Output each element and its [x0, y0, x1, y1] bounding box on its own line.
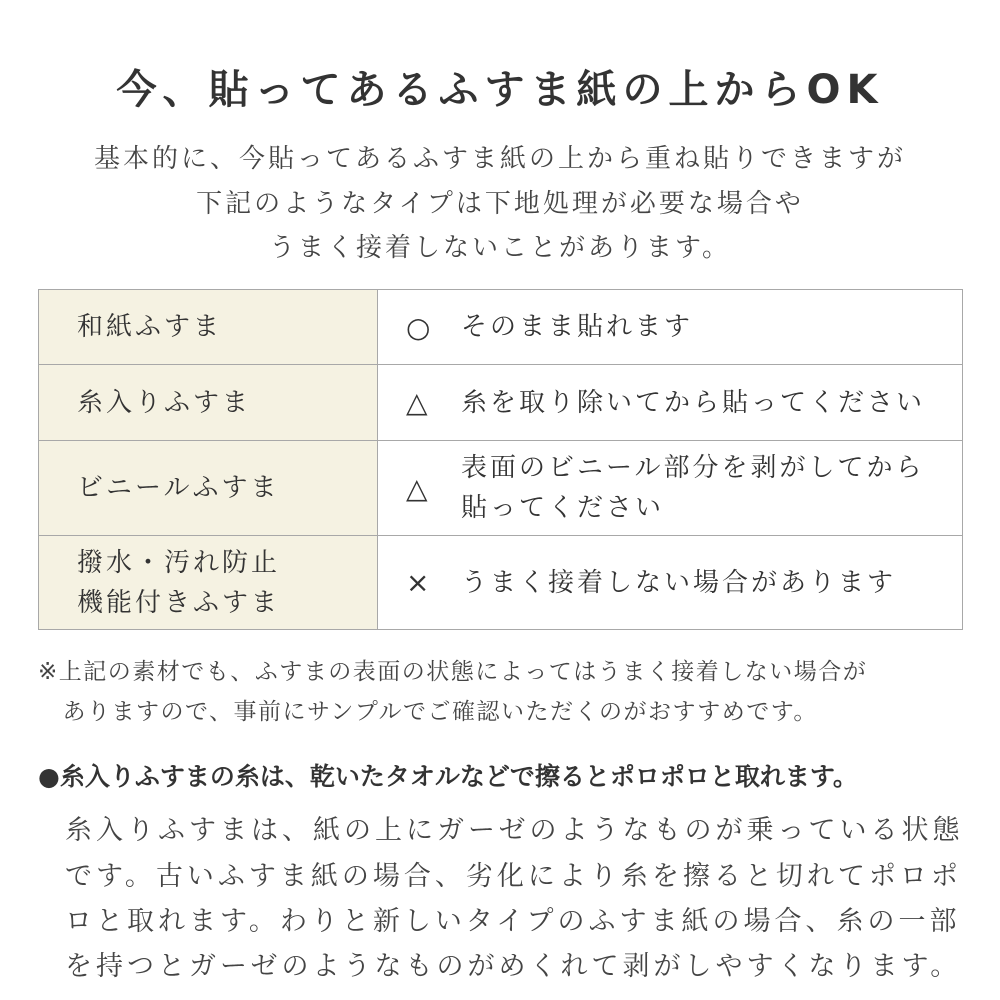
table-row [39, 290, 963, 365]
triangle-mark-icon: △ [406, 386, 431, 419]
note-line: ※上記の素材でも、ふすまの表面の状態によってはうまく接着しない場合が [38, 659, 868, 685]
cross-mark-icon: × [406, 566, 433, 599]
fusuma-type: ビニールふすま [39, 441, 378, 536]
circle-mark-icon: ○ [406, 310, 434, 344]
triangle-mark-icon: △ [406, 471, 431, 505]
fusuma-type: 和紙ふすま [39, 290, 378, 365]
body-line: ロと取れます。わりと新しいタイプのふすま紙の場合、糸の一部 [65, 906, 961, 937]
table-row [39, 365, 963, 441]
table-row [39, 441, 963, 536]
page-title: 今、貼ってあるふすま紙の上からOK [116, 67, 884, 113]
intro-line: 下記のようなタイプは下地処理が必要な場合や [196, 189, 804, 219]
body-line: 糸入りふすまは、紙の上にガーゼのようなものが乗っている状態 [65, 815, 964, 846]
section-heading: ●糸入りふすまの糸は、乾いたタオルなどで擦るとポロポロと取れます。 [38, 762, 858, 791]
intro-line: 基本的に、今貼ってあるふすま紙の上から重ね貼りできますが [93, 144, 906, 174]
compatibility-table [38, 289, 963, 630]
result-text: そのまま貼れます [461, 312, 694, 342]
note-line: ありますので、事前にサンプルでご確認いただくのがおすすめです。 [38, 699, 818, 725]
fusuma-type: 撥水・汚れ防止 機能付きふすま [39, 536, 378, 630]
body-line: を持つとガーゼのようなものがめくれて剥がしやすくなります。 [65, 951, 962, 982]
table-row [39, 536, 963, 630]
result-text: 糸を取り除いてから貼ってください [461, 387, 926, 418]
result-text: 表面のビニール部分を剥がしてから 貼ってください [461, 453, 925, 523]
result-text: うまく接着しない場合があります [461, 567, 897, 598]
intro-line: うまく接着しないことがあります。 [269, 233, 731, 263]
body-line: です。古いふすま紙の場合、劣化により糸を擦ると切れてポロポ [65, 861, 962, 892]
fusuma-type: 糸入りふすま [39, 365, 378, 441]
